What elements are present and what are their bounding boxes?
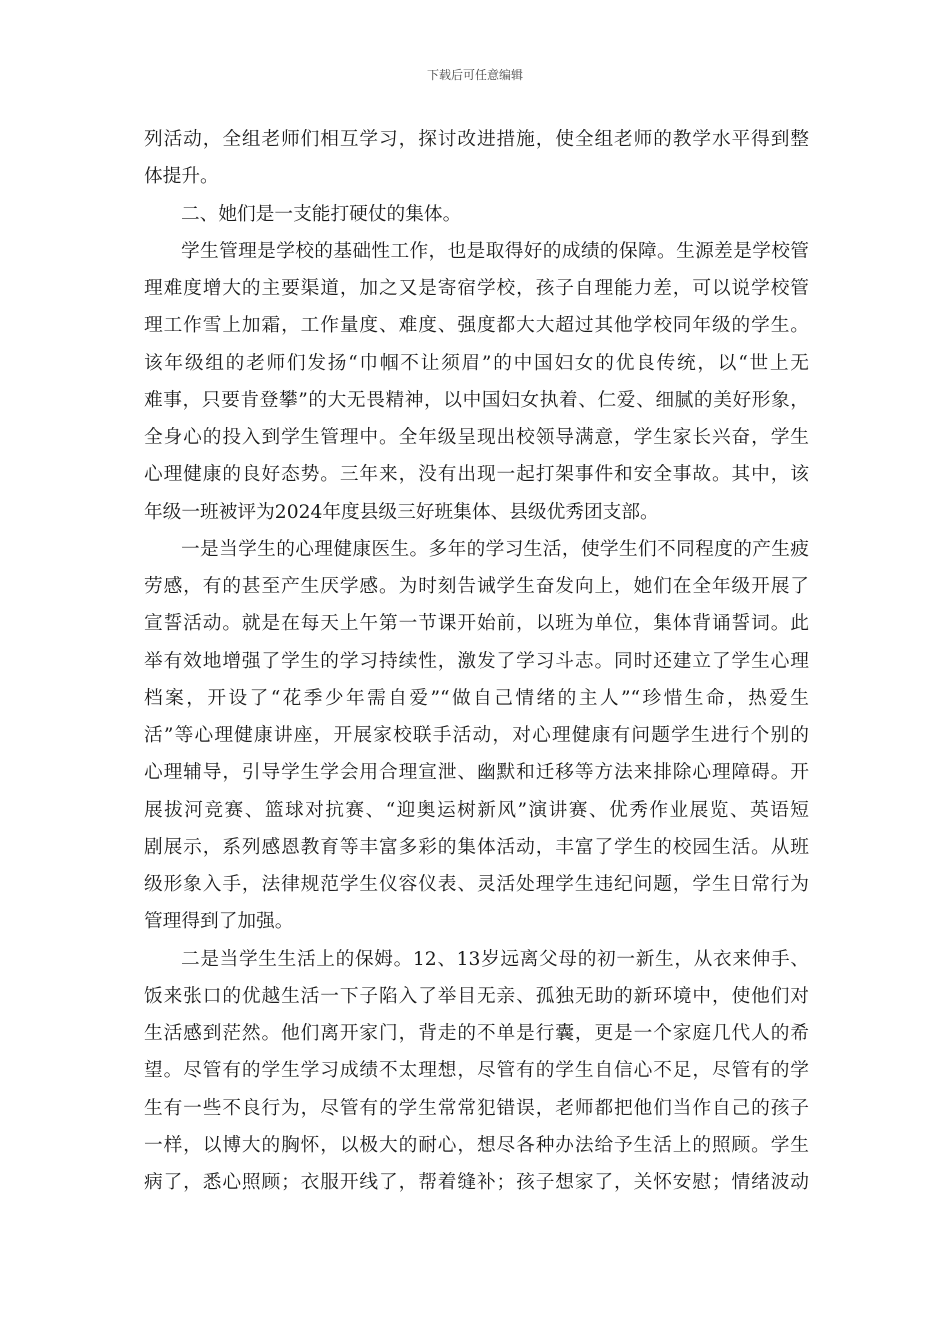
text-line: 望。尽管有的学生学习成绩不太理想，尽管有的学生自信心不足，尽管有的学 (144, 1060, 809, 1082)
text-line: 劳感，有的甚至产生厌学感。为时刻告诫学生奋发向上，她们在全年级开展了 (144, 576, 809, 597)
text-line: 一样，以博大的胸怀，以极大的耐心，想尽各种办法给予生活上的照顾。学生 (144, 1134, 809, 1156)
text-line: 列活动，全组老师们相互学习，探讨改进措施，使全组老师的教学水平得到整 (144, 129, 809, 150)
text-line: 宣誓活动。就是在每天上午第一节课开始前，以班为单位，集体背诵誓词。此 (144, 613, 809, 635)
text-line: 饭来张口的优越生活一下子陷入了举目无亲、孤独无助的新环境中，使他们对 (144, 985, 809, 1007)
page-header: 下载后可任意编辑 (426, 68, 523, 82)
document-body (144, 124, 809, 1204)
text-line: 年级一班被评为2024年度县级三好班集体、县级优秀团支部。 (144, 501, 659, 523)
text-line: 心理健康的良好态势。三年来，没有出现一起打架事件和安全事故。其中，该 (144, 464, 809, 486)
text-line: 展拔河竞赛、篮球对抗赛、“迎奥运树新风”演讲赛、优秀作业展览、英语短 (144, 799, 809, 821)
text-line: 全身心的投入到学生管理中。全年级呈现出校领导满意，学生家长兴奋，学生 (144, 427, 809, 448)
text-line: 理难度增大的主要渠道，加之又是寄宿学校，孩子自理能力差，可以说学校管 (144, 278, 809, 299)
text-line: 难事，只要肯登攀”的大无畏精神，以中国妇女执着、仁爱、细腻的美好形象， (144, 389, 809, 411)
text-line: 二、她们是一支能打硬仗的集体。 (181, 203, 462, 225)
text-line: 剧展示，系列感恩教育等丰富多彩的集体活动，丰富了学生的校园生活。从班 (144, 836, 809, 858)
text-line: 一是当学生的心理健康医生。多年的学习生活，使学生们不同程度的产生疲 (181, 538, 809, 560)
text-line: 生有一些不良行为，尽管有的学生常常犯错误，老师都把他们当作自己的孩子 (144, 1097, 809, 1119)
text-line: 学生管理是学校的基础性工作，也是取得好的成绩的保障。生源差是学校管 (181, 240, 809, 262)
text-line: 举有效地增强了学生的学习持续性，激发了学习斗志。同时还建立了学生心理 (144, 650, 809, 672)
text-line: 管理得到了加强。 (144, 911, 294, 933)
text-line: 二是当学生生活上的保姆。12、13岁远离父母的初一新生，从衣来伸手、 (181, 948, 809, 970)
text-line: 病了，悉心照顾；衣服开线了，帮着缝补；孩子想家了，关怀安慰；情绪波动 (144, 1172, 809, 1193)
text-line: 档案，开设了“花季少年需自爱”“做自己情绪的主人”“珍惜生命，热爱生 (144, 687, 809, 709)
text-line: 活”等心理健康讲座，开展家校联手活动，对心理健康有问题学生进行个别的 (144, 725, 809, 746)
text-line: 体提升。 (144, 166, 219, 188)
text-line: 心理辅导，引导学生学会用合理宣泄、幽默和迁移等方法来排除心理障碍。开 (144, 762, 809, 784)
text-line: 该年级组的老师们发扬“巾帼不让须眉”的中国妇女的优良传统，以“世上无 (144, 352, 809, 374)
text-line: 生活感到茫然。他们离开家门，背走的不单是行囊，更是一个家庭几代人的希 (144, 1023, 809, 1044)
text-line: 级形象入手，法律规范学生仪容仪表、灵活处理学生违纪问题，学生日常行为 (144, 874, 809, 895)
text-line: 理工作雪上加霜，工作量度、难度、强度都大大超过其他学校同年级的学生。 (144, 315, 809, 337)
